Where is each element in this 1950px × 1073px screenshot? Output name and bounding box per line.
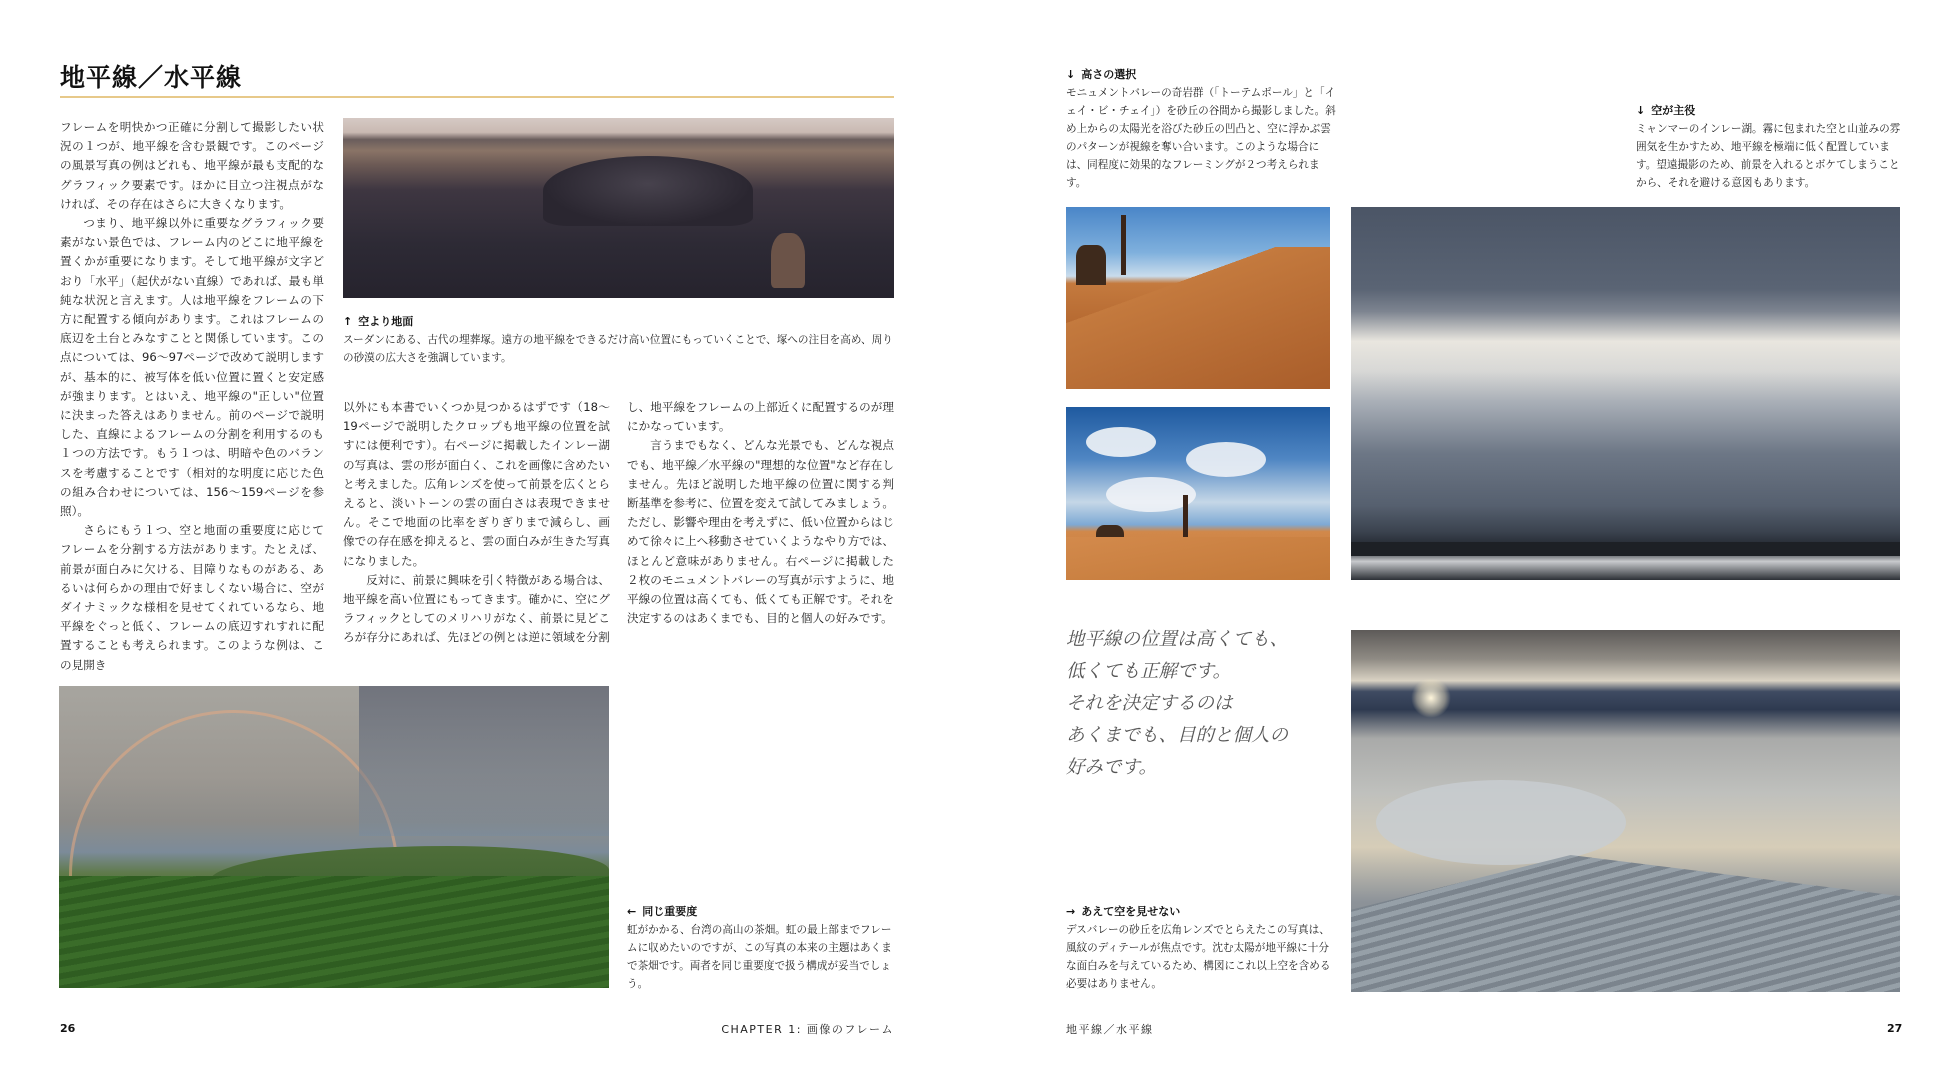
caption-heading: 空が主役 — [1651, 104, 1696, 117]
caption-sudan — [343, 313, 903, 367]
pull-quote-line: あくまでも、目的と個人の — [1066, 725, 1289, 746]
running-head-left: CHAPTER 1: 画像のフレーム — [721, 1023, 894, 1036]
body-column-2 — [343, 398, 610, 648]
paragraph: し、地平線をフレームの上部近くに配置するのが理にかなっています。 — [627, 400, 894, 434]
arrow-right-icon: → — [1066, 905, 1076, 918]
paragraph: 言うまでもなく、どんな光景でも、どんな視点でも、地平線／水平線の"理想的な位置"など存在しません。先ほど説明した地平線の位置に関する判断基準を参考に、位置を変えて試してみましょう。ただし、影響や理由を考えずに、低い位置からはじめて徐々に上へ移動させていくようなやり方では、ほとんど意味がありません。右ページに掲載した２枚のモニュメントバレーの写真が示すように、地平線の位置は高くても、低くても正解です。それを決定するのはあくまでも、目的と個人の好みです。 — [627, 438, 894, 626]
sand-ripples — [1351, 855, 1900, 992]
arrow-down-icon: ↓ — [1636, 104, 1646, 117]
caption-heading: 空より地面 — [358, 315, 414, 328]
pull-quote-line: 地平線の位置は高くても、 — [1066, 629, 1289, 650]
cloud — [1186, 442, 1266, 477]
standing-stone — [771, 233, 805, 288]
caption-taiwan — [627, 903, 897, 993]
running-head-right: 地平線／水平線 — [1066, 1023, 1154, 1036]
inle-lake-misty-sky-photo — [1351, 207, 1900, 580]
taiwan-tea-plantation-rainbow-photo — [59, 686, 609, 988]
title-rule — [60, 96, 894, 98]
salt-flat — [1376, 780, 1626, 865]
paragraph: 以外にも本書でいくつか見つかるはずです（18〜19ページで説明したクロップも地平線の位置を試すには便利です）。右ページに掲載したインレー湖の写真は、雲の形が面白く、これを画像に含めたいと考えました。広角レンズを使って前景を広くとらえると、淡いトーンの雲の面白さは表現できません。そこで地面の比率をぎりぎりまで減らし、画像での存在感を抑えると、雲の面白みが生きた写真になりました。 — [343, 400, 610, 568]
monument-valley-low-horizon-photo — [1066, 407, 1330, 580]
paragraph: フレームを明快かつ正確に分割して撮影したい状況の１つが、地平線を含む景観です。このページの風景写真の例はどれも、地平線が最も支配的なグラフィック要素です。ほかに目立つ注視点がなければ、その存在はさらに大きくなります。 — [60, 120, 324, 211]
body-column-1 — [60, 118, 324, 675]
caption-text: 虹がかかる、台湾の高山の茶畑。虹の最上部までフレームに収めたいのですが、この写真の本来の主題はあくまで茶畑です。両者を同じ重要度で扱う構成が妥当でしょう。 — [627, 924, 892, 990]
caption-heading: あえて空を見せない — [1081, 905, 1181, 918]
caption-death-valley — [1066, 903, 1336, 993]
totem-pole-rock — [1121, 215, 1126, 275]
arrow-left-icon: ← — [627, 905, 637, 918]
caption-inle-lake — [1636, 102, 1906, 192]
pull-quote-line: それを決定するのは — [1066, 693, 1233, 714]
paragraph: さらにもう１つ、空と地面の重要度に応じてフレームを分割する方法があります。たとえば、前景が面白みに欠ける、目障りなものがある、あるいは何らかの理由で好ましくない場合に、空がダイナミックな様相を見せてくれているなら、地平線をぐっと低く、フレームの底辺すれすれに配置することも考えられます。このような例は、この見開き — [60, 523, 324, 672]
arrow-down-icon: ↓ — [1066, 68, 1076, 81]
sudan-burial-mound-photo — [343, 118, 894, 298]
caption-heading: 高さの選択 — [1081, 68, 1137, 81]
village-silhouette — [1351, 542, 1900, 556]
pull-quote-line: 好みです。 — [1066, 757, 1158, 778]
pull-quote-line: 低くても正解です。 — [1066, 661, 1232, 682]
body-column-3 — [627, 398, 894, 628]
monument-valley-high-horizon-photo — [1066, 207, 1330, 389]
paragraph: つまり、地平線以外に重要なグラフィック要素がない景色では、フレーム内のどこに地平線を置くかが重要になります。そして地平線が文字どおり「水平」（起伏がない直線）であれば、最も単純な状況と言えます。人は地平線をフレームの下方に配置する傾向があります。これはフレームの底辺を土台とみなすことと関係しています。この点については、96〜97ページで改めて説明しますが、基本的に、被写体を低い位置に置くと安定感が強まります。とはいえ、地平線の"正しい"位置に決まった答えはありません。前のページで説明した、直線によるフレームの分割を利用するのも１つの方法です。もう１つは、明暗や色のバランスを考慮することです（相対的な明度に応じた色の組み合わせについては、156〜159ページを参照）。 — [60, 216, 324, 519]
pull-quote — [1066, 624, 1336, 784]
sand-dune — [1066, 537, 1330, 580]
caption-text: ミャンマーのインレー湖。霧に包まれた空と山並みの雰囲気を生かすため、地平線を極端に低く配置しています。望遠撮影のため、前景を入れるとボケてしまうことから、それを避ける意図もあります。 — [1636, 123, 1901, 189]
death-valley-dunes-photo — [1351, 630, 1900, 992]
yei-bi-chei-rock — [1076, 245, 1106, 285]
cloud — [1086, 427, 1156, 457]
setting-sun — [1411, 678, 1451, 718]
page-number-right: 27 — [1887, 1022, 1903, 1035]
caption-text: スーダンにある、古代の埋葬塚。遠方の地平線をできるだけ高い位置にもっていくことで、塚への注目を高め、周りの砂漠の広大さを強調しています。 — [343, 334, 893, 364]
arrow-up-icon: ↑ — [343, 315, 353, 328]
caption-text: デスバレーの砂丘を広角レンズでとらえたこの写真は、風紋のディテールが焦点です。沈む太陽が地平線に十分な面白みを与えているため、構図にこれ以上空を含める必要はありません。 — [1066, 924, 1331, 990]
tea-rows — [59, 876, 609, 988]
storm-clouds — [359, 686, 609, 836]
caption-monument-valley — [1066, 66, 1336, 192]
page-title: 地平線／水平線 — [60, 63, 243, 92]
paragraph: 反対に、前景に興味を引く特徴がある場合は、地平線を高い位置にもってきます。確かに、空にグラフィックとしてのメリハリがなく、前景に見どころが存分にあれば、先ほどの例とは逆に領域を分割 — [343, 572, 610, 645]
stone-mound — [543, 156, 753, 226]
caption-text: モニュメントバレーの奇岩群（「トーテムポール」と「イェイ・ビ・チェイ」）を砂丘の谷間から撮影しました。斜め上からの太陽光を浴びた砂丘の凹凸と、空に浮かぶ雲のパターンが視線を奪い合います。このような場合には、同程度に効果的なフレーミングが２つ考えられます。 — [1066, 87, 1336, 189]
caption-heading: 同じ重要度 — [642, 905, 698, 918]
page-number-left: 26 — [60, 1022, 76, 1035]
